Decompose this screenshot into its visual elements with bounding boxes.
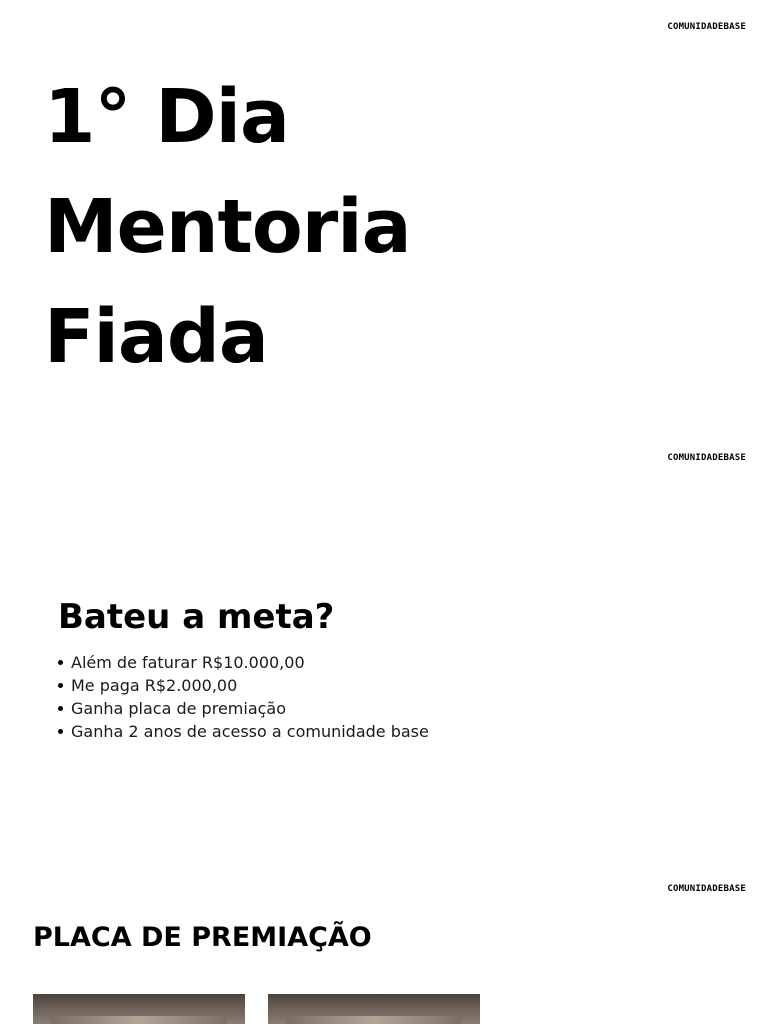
bullet-icon: [58, 706, 63, 711]
slide-goal: [0, 431, 768, 862]
slide-plaque: [0, 862, 768, 1024]
goal-list-item-text: Além de faturar R$10.000,00: [71, 653, 305, 672]
brand-logo: COMUNIDADEBASE: [667, 22, 746, 32]
hero-title: [44, 62, 644, 392]
plaque-photo: [33, 994, 245, 1024]
goal-heading: Bateu a meta?: [58, 597, 335, 637]
bullet-icon: [58, 729, 63, 734]
goal-list-item-text: Ganha placa de premiação: [71, 699, 287, 718]
goal-list-item: [58, 674, 429, 697]
goal-list-item: [58, 720, 429, 743]
goal-list-item-text: Ganha 2 anos de acesso a comunidade base: [71, 722, 429, 741]
plaque-photo: [268, 994, 480, 1024]
goal-list-item: [58, 697, 429, 720]
brand-logo: COMUNIDADEBASE: [667, 453, 746, 463]
slide-title: [0, 0, 768, 431]
hero-title-line: 1° Dia: [44, 74, 289, 160]
hero-title-line: Fiada: [44, 294, 268, 380]
goal-list-item-text: Me paga R$2.000,00: [71, 676, 238, 695]
goal-list: [58, 651, 429, 743]
goal-list-item: [58, 651, 429, 674]
hero-title-line: Mentoria: [44, 184, 411, 270]
plaque-heading: PLACA DE PREMIAÇÃO: [33, 922, 372, 953]
brand-logo: COMUNIDADEBASE: [667, 884, 746, 894]
bullet-icon: [58, 683, 63, 688]
bullet-icon: [58, 660, 63, 665]
